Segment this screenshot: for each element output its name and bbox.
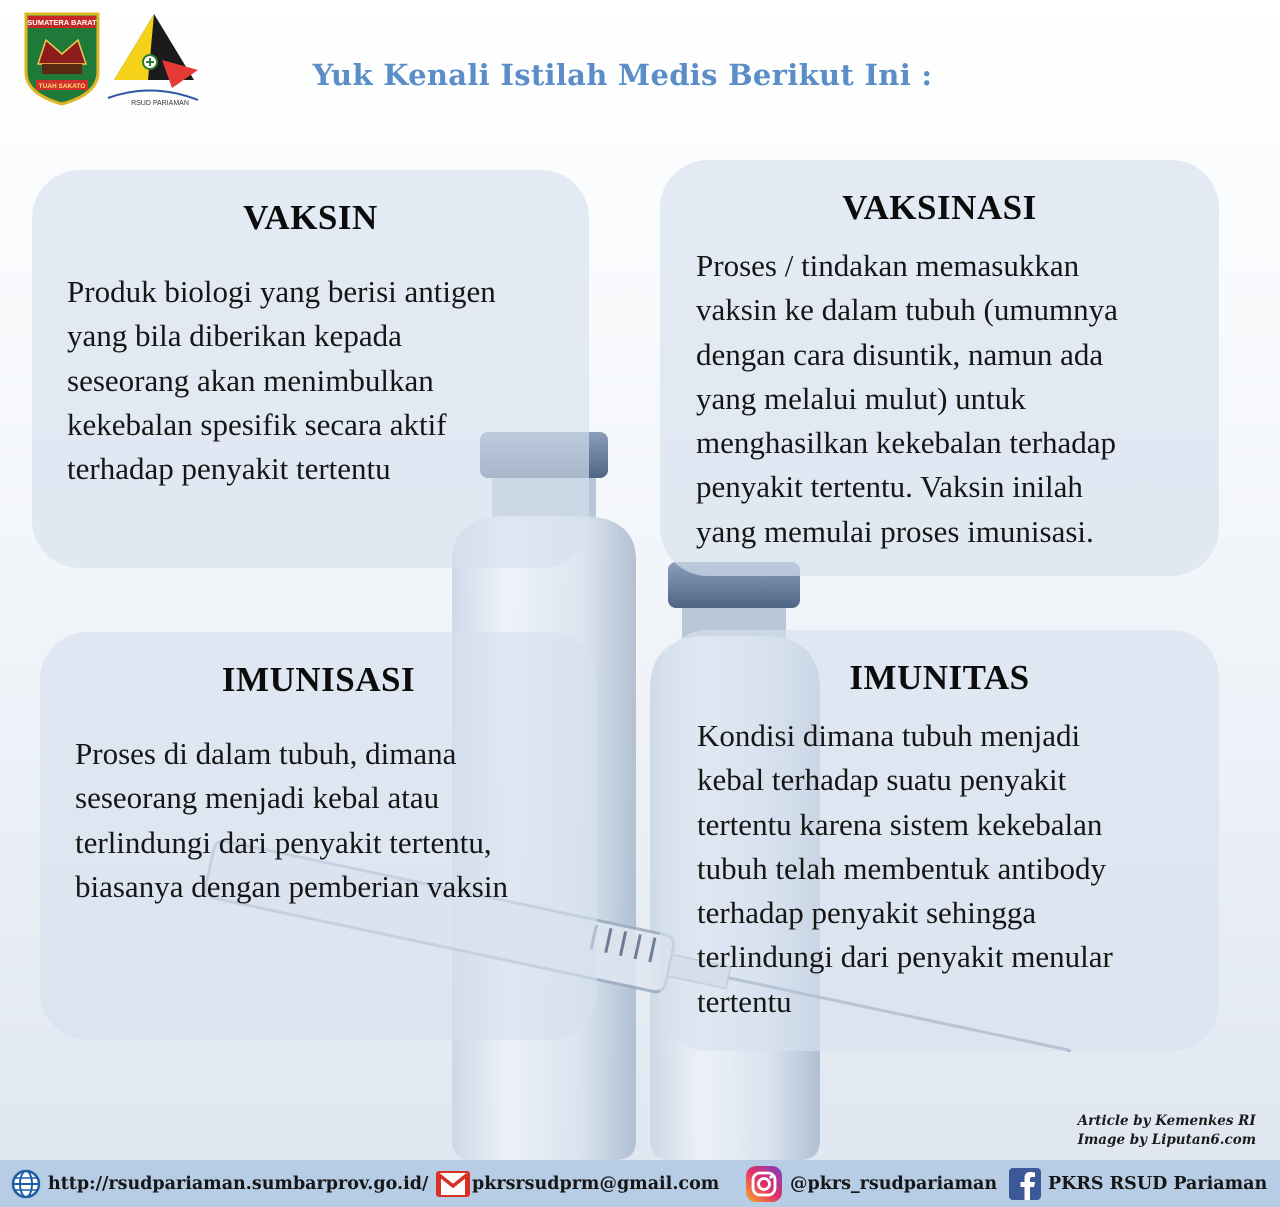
- card-line: seseorang akan menimbulkan: [67, 362, 434, 398]
- image-credit: Image by Liputan6.com: [1077, 1132, 1256, 1148]
- card-line: biasanya dengan pemberian vaksin: [75, 868, 508, 904]
- card-line: yang melalui mulut) untuk: [696, 380, 1026, 416]
- footer-facebook[interactable]: [1008, 1160, 1267, 1207]
- card-line: Proses / tindakan memasukkan: [696, 248, 1080, 283]
- card-line: Kondisi dimana tubuh menjadi: [697, 718, 1081, 753]
- card-line: menghasilkan kekebalan terhadap: [696, 425, 1117, 461]
- card-line: tertentu: [697, 983, 792, 1019]
- footer-website[interactable]: [10, 1160, 428, 1207]
- card-line: seseorang menjadi kebal atau: [75, 780, 440, 816]
- footer-contact-bar: [0, 1160, 1280, 1207]
- card-line: dengan cara disuntik, namun ada: [696, 336, 1104, 372]
- card-description: [67, 270, 496, 491]
- card-heading: VAKSINASI: [842, 188, 1037, 227]
- card-imunitas: [660, 630, 1219, 1051]
- card-line: Produk biologi yang berisi antigen: [67, 274, 496, 309]
- card-line: yang memulai proses imunisasi.: [696, 513, 1094, 549]
- card-vaksin: [32, 170, 589, 568]
- card-line: yang bila diberikan kepada: [67, 318, 402, 354]
- logo-right-text: RSUD PARIAMAN: [131, 100, 189, 107]
- logo-left-top-text: SUMATERA BARAT: [27, 18, 97, 27]
- page-title: Yuk Kenali Istilah Medis Berikut Ini :: [312, 58, 933, 92]
- card-line: kebal terhadap suatu penyakit: [697, 762, 1067, 798]
- card-line: terhadap penyakit tertentu: [67, 451, 391, 487]
- email-link[interactable]: pkrsrsudprm@gmail.com: [472, 1173, 720, 1194]
- card-heading: VAKSIN: [243, 198, 378, 237]
- card-description: [696, 244, 1118, 554]
- website-link[interactable]: http://rsudpariaman.sumbarprov.go.id/: [48, 1173, 429, 1194]
- card-vaksinasi: [660, 160, 1219, 576]
- card-description: [75, 732, 508, 909]
- card-line: Proses di dalam tubuh, dimana: [75, 736, 457, 771]
- card-imunisasi: [40, 632, 597, 1040]
- card-heading: IMUNITAS: [849, 658, 1030, 697]
- card-description: [697, 714, 1113, 1024]
- instagram-handle[interactable]: @pkrs_rsudpariaman: [790, 1173, 998, 1194]
- globe-icon: [10, 1168, 42, 1200]
- card-heading: IMUNISASI: [221, 660, 416, 699]
- card-line: terlindungi dari penyakit tertentu,: [75, 824, 492, 860]
- facebook-page[interactable]: PKRS RSUD Pariaman: [1048, 1173, 1268, 1194]
- gmail-icon: [436, 1170, 470, 1198]
- card-line: terhadap penyakit sehingga: [697, 895, 1037, 931]
- card-line: tertentu karena sistem kekebalan: [697, 806, 1103, 842]
- card-line: kekebalan spesifik secara aktif: [67, 406, 447, 442]
- card-line: vaksin ke dalam tubuh (umumnya: [696, 292, 1118, 328]
- card-line: tubuh telah membentuk antibody: [697, 850, 1106, 886]
- instagram-icon: [744, 1165, 784, 1203]
- logo-left-bottom-text: TUAH SAKATO: [38, 83, 86, 90]
- card-line: terlindungi dari penyakit menular: [697, 939, 1113, 975]
- facebook-icon: [1008, 1167, 1042, 1201]
- article-credit: Article by Kemenkes RI: [1077, 1113, 1256, 1129]
- credits: [1078, 1112, 1256, 1150]
- footer-instagram[interactable]: [744, 1160, 997, 1207]
- footer-email[interactable]: [436, 1160, 719, 1207]
- card-line: penyakit tertentu. Vaksin inilah: [696, 469, 1083, 505]
